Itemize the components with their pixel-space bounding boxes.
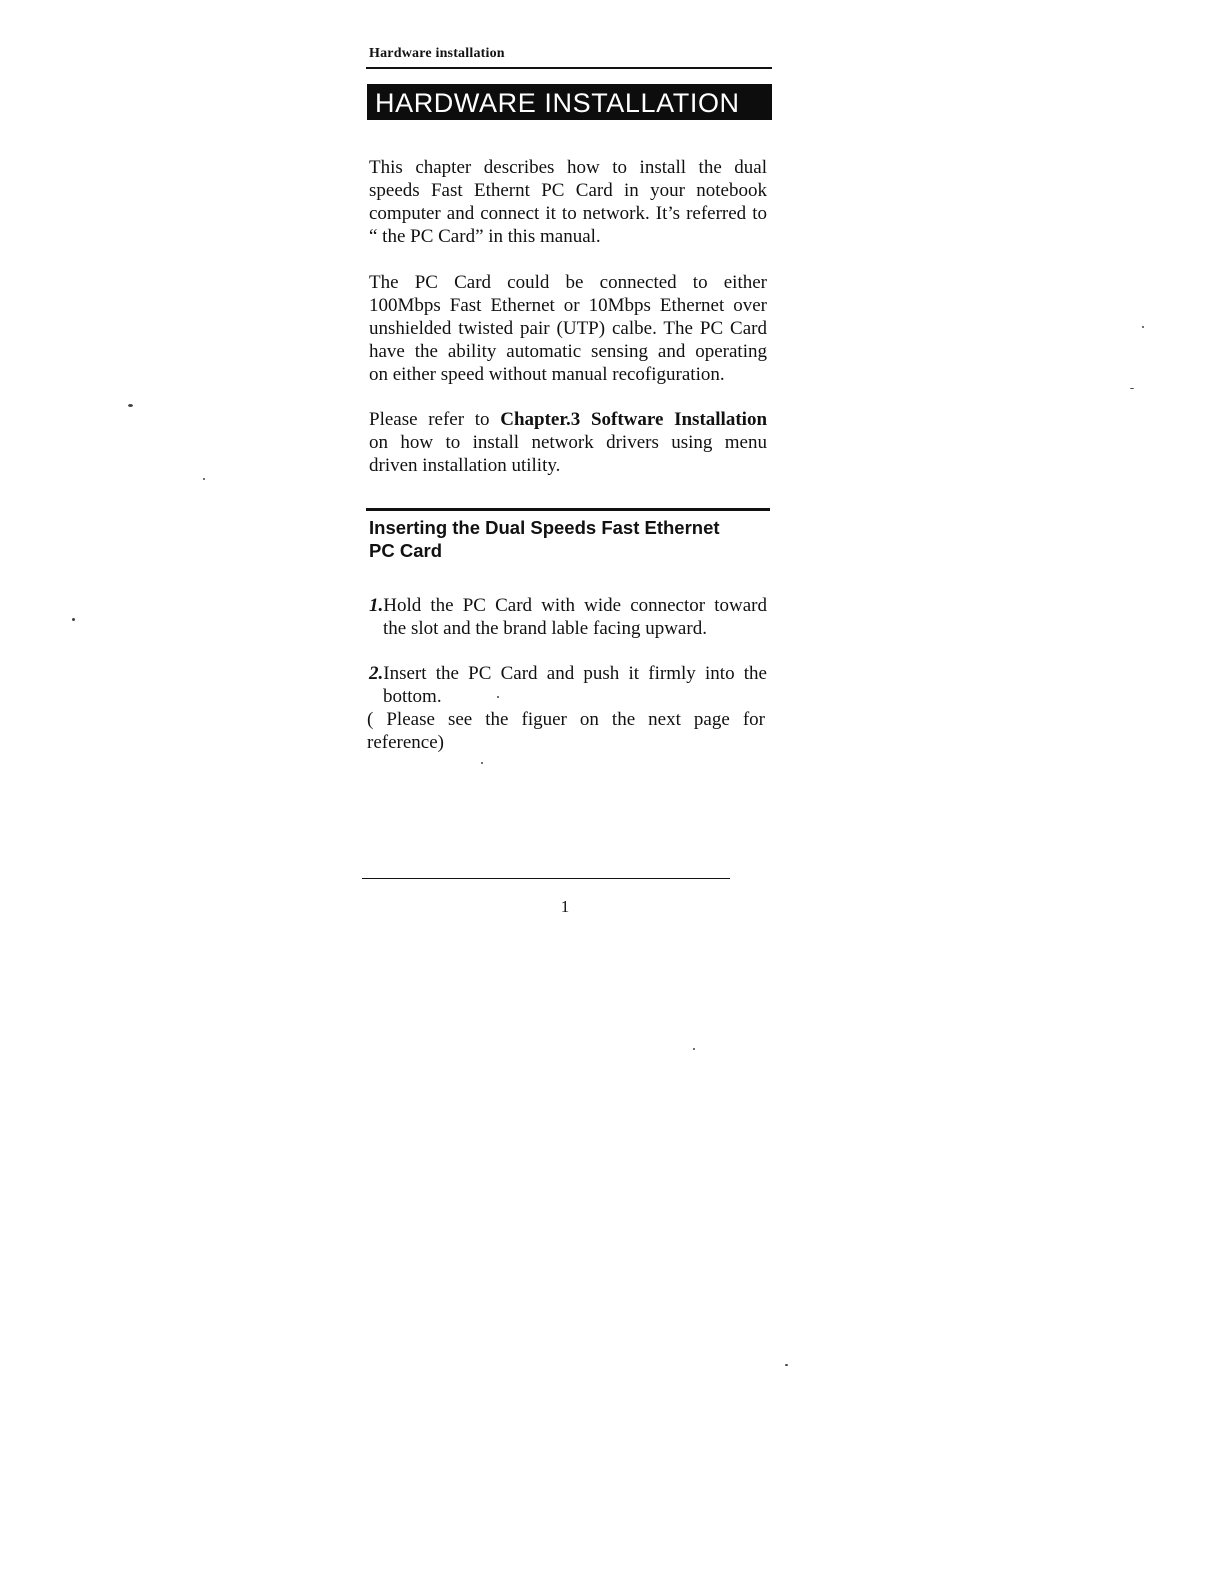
scan-speck xyxy=(1142,326,1144,328)
refer-line-2: on how to install network drivers using menu xyxy=(369,432,767,453)
connection-line: have the ability automatic sensing and operating xyxy=(369,341,767,362)
connection-line: unshielded twisted pair (UTP) calbe. The PC Card xyxy=(369,318,767,339)
step-1-line-1 xyxy=(369,594,767,617)
refer-line-3: driven installation utility. xyxy=(369,455,561,476)
scan-speck xyxy=(481,762,483,764)
intro-paragraph xyxy=(369,156,767,248)
scan-speck xyxy=(785,1364,788,1366)
connection-line: The PC Card could be connected to either xyxy=(369,272,767,293)
refer-prefix: Please refer to xyxy=(369,409,490,430)
footer-rule xyxy=(362,878,730,879)
step-2-line-1 xyxy=(369,662,767,685)
note-line-1: ( Please see the figuer on the next page for xyxy=(367,709,765,730)
running-header: Hardware installation xyxy=(369,46,505,61)
step-text: Insert the PC Card and push it firmly into the xyxy=(383,663,767,684)
header-rule xyxy=(366,67,772,69)
note-line-2: reference) xyxy=(367,732,444,753)
scan-speck xyxy=(203,478,205,480)
refer-line-1 xyxy=(369,408,767,431)
refer-paragraph xyxy=(369,408,767,477)
chapter-reference: Chapter.3 Software Installation xyxy=(500,409,768,430)
intro-line: “ the PC Card” in this manual. xyxy=(369,226,601,247)
scan-speck xyxy=(1130,388,1134,389)
section-heading xyxy=(369,516,769,562)
section-rule xyxy=(366,508,770,511)
connection-line: on either speed without manual recofiguration. xyxy=(369,364,725,385)
step-number: 2. xyxy=(369,663,384,684)
section-heading-line-1: Inserting the Dual Speeds Fast Ethernet xyxy=(369,517,720,538)
chapter-title-banner: HARDWARE INSTALLATION xyxy=(367,84,772,120)
step-text: Hold the PC Card with wide connector toward xyxy=(383,595,767,616)
reference-note xyxy=(367,708,765,754)
step-1 xyxy=(369,594,767,640)
step-number: 1. xyxy=(369,595,384,616)
scan-speck xyxy=(497,696,499,698)
intro-line: This chapter describes how to install the dual xyxy=(369,157,767,178)
scan-speck xyxy=(693,1048,695,1050)
section-heading-line-2: PC Card xyxy=(369,540,442,561)
scan-speck xyxy=(128,404,133,407)
step-2 xyxy=(369,662,767,708)
page-number: 1 xyxy=(560,897,570,916)
step-1-line-2: the slot and the brand lable facing upward. xyxy=(383,618,707,639)
connection-paragraph xyxy=(369,271,767,386)
connection-line: 100Mbps Fast Ethernet or 10Mbps Ethernet over xyxy=(369,295,767,316)
intro-line: speeds Fast Ethernt PC Card in your notebook xyxy=(369,180,767,201)
step-2-line-2: bottom. xyxy=(383,686,442,707)
scan-speck xyxy=(72,618,75,621)
intro-line: computer and connect it to network. It’s referred to xyxy=(369,203,767,224)
